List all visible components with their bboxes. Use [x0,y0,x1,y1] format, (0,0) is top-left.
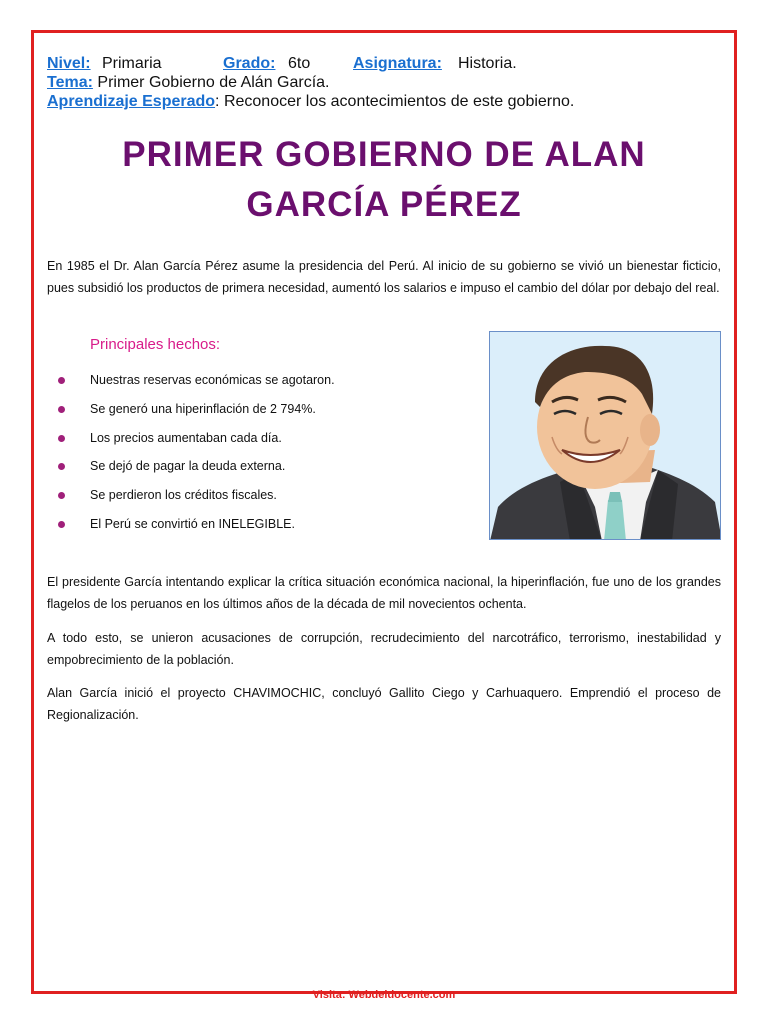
portrait-icon [490,332,721,540]
title-line-1: PRIMER GOBIERNO DE ALAN [122,135,646,174]
nivel-label: Nivel: [47,55,91,72]
asignatura-label: Asignatura: [353,55,442,72]
aprendizaje-label: Aprendizaje Esperado [47,93,216,110]
paragraph-2: A todo esto, se unieron acusaciones de corrupción, recrudecimiento del narcotráfico, terrorismo, inestabilidad y empobrecimiento de la población. [47,631,721,667]
header-row-2 [47,73,574,92]
nivel-value: Primaria [102,55,162,72]
subheading: Principales hechos: [90,336,221,353]
bullet-icon [58,406,65,413]
header-info [47,54,574,111]
asignatura-value: Historia. [458,55,517,72]
footer-credit: Visita: Webdeldocente.com [312,989,456,1001]
bullet-icon [58,521,65,528]
bullet-icon [58,377,65,384]
header-row-1 [47,54,574,73]
tema-value: Primer Gobierno de Alán García. [97,74,330,91]
bullet-icon [58,435,65,442]
grado-value: 6to [288,55,311,72]
portrait-illustration [489,331,721,540]
aprendizaje-value: : Reconocer los acontecimientos de este gobierno. [215,93,575,110]
paragraph-3: Alan García inició el proyecto CHAVIMOCHIC, concluyó Gallito Ciego y Carhuaquero. Emprendió el proceso de Regionalización. [47,686,721,722]
intro-paragraph: En 1985 el Dr. Alan García Pérez asume la presidencia del Perú. Al inicio de su gobierno se vivió un bienestar ficticio, pues subsidió los productos de primera necesidad, aumentó los salarios e impuso el cambio del dólar por debajo del real. [47,259,721,295]
page-title [40,130,728,230]
grado-label: Grado: [223,55,276,72]
tema-label: Tema: [47,74,93,91]
paragraph-1: El presidente García intentando explicar la crítica situación económica nacional, la hiperinflación, fue uno de los grandes flagelos de los peruanos en los últimos años de la década de mil novecientos ochenta. [47,575,721,611]
title-line-2: GARCÍA PÉREZ [246,185,522,224]
header-row-3 [47,92,574,111]
